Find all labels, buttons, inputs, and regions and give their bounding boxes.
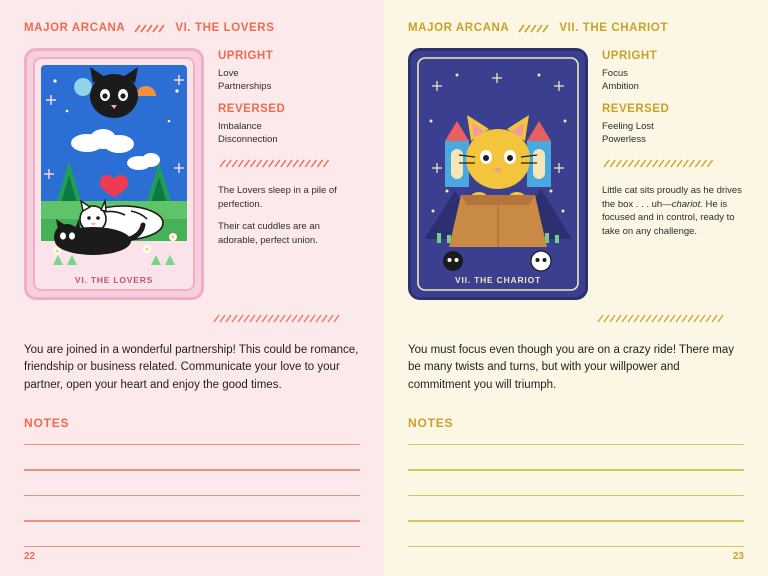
page-number: 22 [24,551,36,562]
notes-line[interactable] [408,444,744,446]
hatch-rule-wide-icon [408,314,744,323]
notes-line[interactable] [24,546,360,548]
notes-line[interactable] [24,520,360,522]
page-number: 23 [732,551,744,562]
notes-line[interactable] [24,469,360,471]
notes-line[interactable] [408,469,744,471]
page-left-header [24,22,360,34]
reversed-keyword: Feeling Lost [602,120,654,132]
reversed-keyword: Disconnection [218,134,278,146]
upright-keyword: Ambition [602,81,639,93]
chariot-card-art [411,51,585,297]
spacer [218,94,360,103]
card-caption: VI. THE LOVERS [74,275,154,285]
hatch-divider-icon [517,24,551,33]
card-blurb-line: The Lovers sleep in a pile of perfection. [218,184,337,210]
notes-line[interactable] [24,444,360,446]
reversed-keyword: Powerless [602,134,646,146]
notes-line[interactable] [24,495,360,497]
card-blurb-suffix: He is focused and in control, ready to take on any challenge. [602,198,735,238]
notes-line[interactable] [408,495,744,497]
upright-heading: UPRIGHT [218,50,274,62]
notes-heading: NOTES [24,415,70,430]
card-blurb-italic: chariot. [671,198,703,210]
meanings-right [602,48,744,300]
card-blurb-line: Their cat cuddles are an adorable, perfect union. [218,221,320,247]
arcana-label: MAJOR ARCANA [24,22,126,34]
lovers-card-art [27,51,201,297]
card-description: You must focus even though you are on a crazy ride! There may be many twists and turns, but with your willpower and commitment you will triumph. [408,344,735,391]
card-illustration-wrap [24,48,204,300]
notes-heading: NOTES [408,415,454,430]
card-name-heading: VII. THE CHARIOT [559,22,668,34]
hatch-rule-icon [602,159,744,168]
reversed-heading: REVERSED [602,102,670,115]
page-right-header [408,22,744,34]
reversed-keyword: Imbalance [218,120,262,132]
tarot-card-chariot [408,48,588,300]
reversed-heading: REVERSED [218,102,286,115]
upright-keyword: Focus [602,68,628,79]
spacer [602,94,744,103]
arcana-label: MAJOR ARCANA [408,22,510,34]
upright-keyword: Love [218,68,239,79]
upright-heading: UPRIGHT [602,50,658,62]
notes-line[interactable] [408,546,744,548]
card-caption: VII. THE CHARIOT [455,275,541,285]
hatch-rule-icon [218,159,360,168]
card-blurb [602,184,744,239]
page-right [384,0,768,576]
meanings-left [218,48,360,300]
card-blurb-prefix: Little cat sits proudly as he drives the box . . . uh— [602,184,742,210]
notes-lines[interactable] [408,444,744,548]
hatch-divider-icon [133,24,167,33]
card-and-meanings-row [408,48,744,300]
card-description: You are joined in a wonderful partnership! This could be romance, friendship or business related. Communicate your love to your partner, open your heart and enjoy the good times. [24,344,359,391]
hatch-rule-wide-icon [24,314,360,323]
card-illustration-wrap [408,48,588,300]
notes-lines[interactable] [24,444,360,548]
card-name-heading: VI. THE LOVERS [175,22,275,34]
tarot-card-lovers [24,48,204,300]
card-and-meanings-row [24,48,360,300]
notes-line[interactable] [408,520,744,522]
upright-keyword: Partnerships [218,81,272,93]
